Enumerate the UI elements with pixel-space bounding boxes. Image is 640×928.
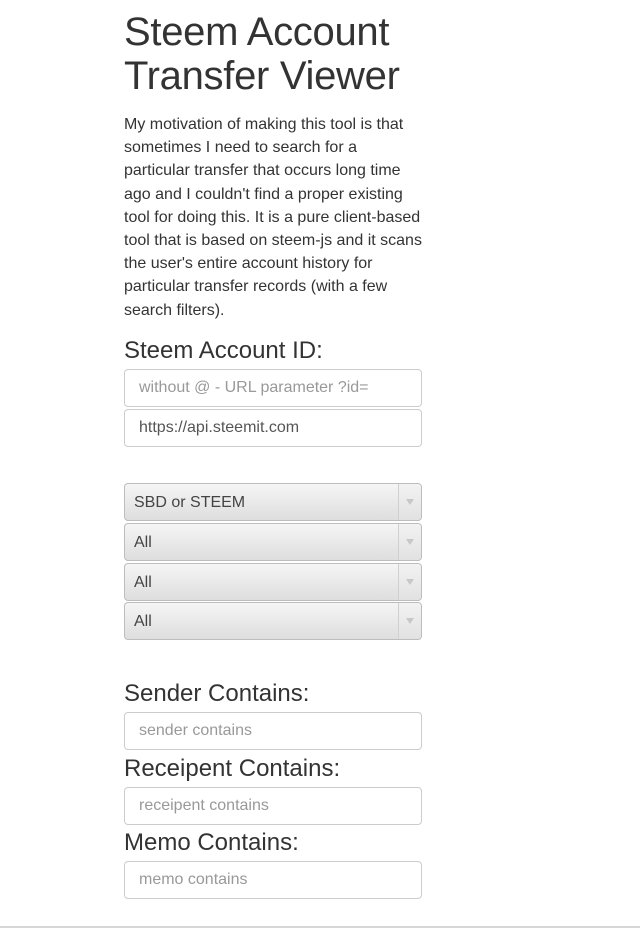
receipent-label: Receipent Contains: — [124, 755, 341, 782]
filter-select-2-arrow[interactable] — [398, 524, 421, 560]
filter-select-4[interactable] — [124, 602, 422, 640]
sender-input[interactable] — [124, 712, 422, 750]
sender-label: Sender Contains: — [124, 680, 310, 707]
page-title: Steem Account Transfer Viewer — [124, 10, 400, 98]
filter-select-2-value: All — [134, 534, 152, 551]
currency-select-value: SBD or STEEM — [134, 494, 246, 511]
account-id-input[interactable] — [124, 369, 422, 407]
filter-select-3-value: All — [134, 574, 152, 591]
filter-select-3-arrow[interactable] — [398, 564, 421, 600]
currency-select-arrow[interactable] — [398, 484, 421, 520]
filter-select-4-arrow[interactable] — [398, 603, 421, 639]
filter-select-3[interactable] — [124, 563, 422, 601]
filter-select-4-value: All — [134, 613, 152, 630]
receipent-input[interactable] — [124, 787, 422, 825]
memo-label: Memo Contains: — [124, 829, 299, 856]
memo-input[interactable] — [124, 861, 422, 899]
currency-select[interactable] — [124, 483, 422, 521]
intro-paragraph: My motivation of making this tool is that sometimes I need to search for a particular transfer that occurs long time ago and I couldn't find a proper existing tool for doing this. It is a pure client-based tool that is based on steem-js and it scans the user's entire account history for particular transfer records (with a few search filters). — [124, 116, 422, 319]
api-url-input[interactable] — [124, 409, 422, 447]
account-id-label: Steem Account ID: — [124, 337, 323, 364]
chevron-down-icon — [406, 579, 414, 585]
chevron-down-icon — [406, 499, 414, 505]
chevron-down-icon — [406, 539, 414, 545]
filter-select-2[interactable] — [124, 523, 422, 561]
chevron-down-icon — [406, 618, 414, 624]
